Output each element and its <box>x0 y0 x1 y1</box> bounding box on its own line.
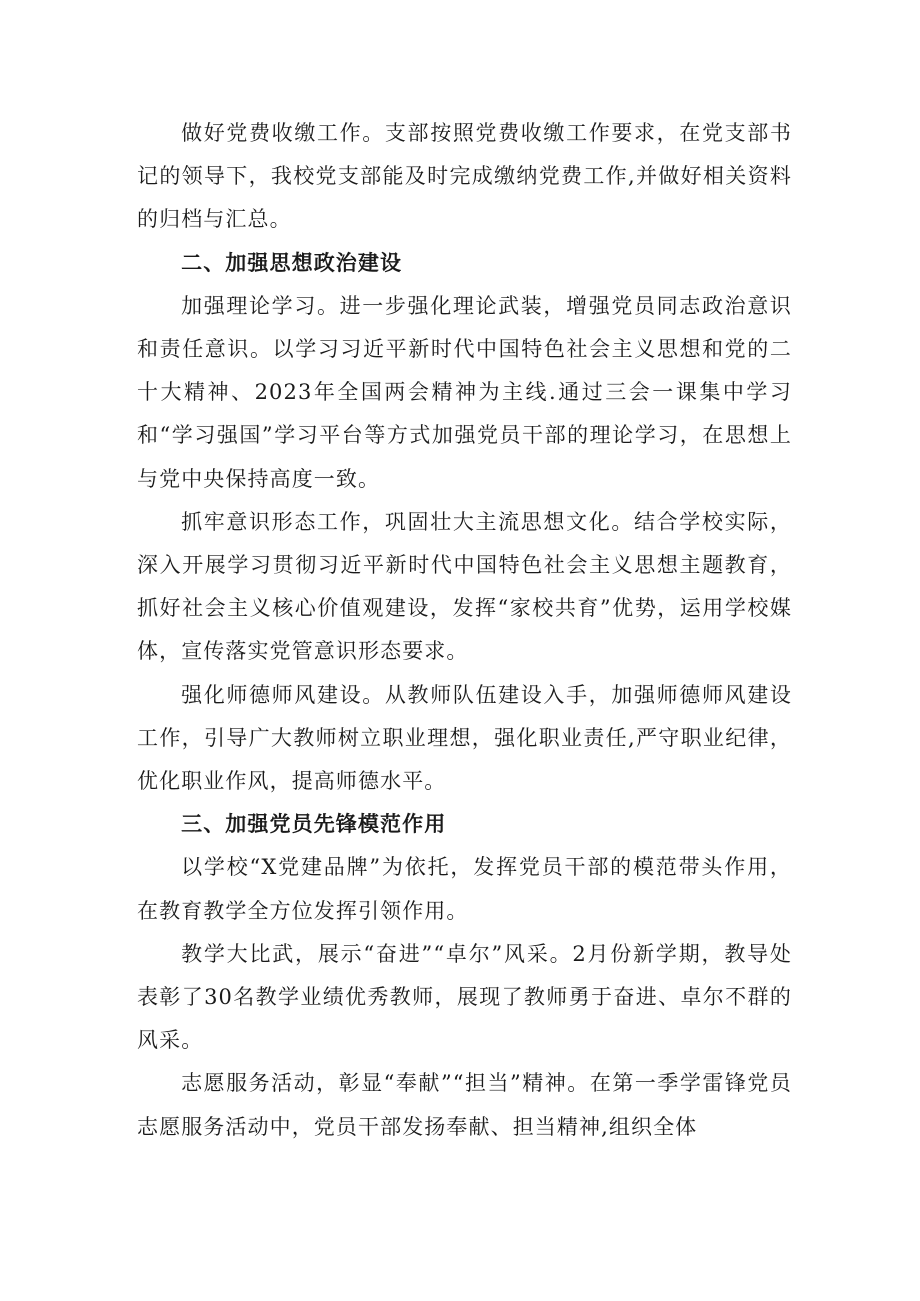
document-page <box>137 112 792 1149</box>
paragraph-volunteer-service: 志愿服务活动，彰显“奉献”“担当”精神。在第一季学雷锋党员志愿服务活动中，党员干部发扬奉献、担当精神,组织全体 <box>137 1071 792 1139</box>
paragraph-teaching-contest: 教学大比武，展示“奋进”“卓尔”风采。2月份新学期，教导处表彰了30名教学业绩优秀教师，展现了教师勇于奋进、卓尔不群的风采。 <box>137 941 792 1053</box>
section-heading-pioneer-role: 三、加强党员先锋模范作用 <box>181 812 447 837</box>
paragraph-theory-study: 加强理论学习。进一步强化理论武装，增强党员同志政治意识和责任意识。以学习习近平新时代中国特色社会主义思想和党的二十大精神、2023年全国两会精神为主线.通过三会一课集中学习和“学习强国”学习平台等方式加强党员干部的理论学习，在思想上与党中央保持高度一致。 <box>137 293 792 491</box>
section-heading-ideological-building: 二、加强思想政治建设 <box>181 250 403 275</box>
paragraph-teacher-ethics: 强化师德师风建设。从教师队伍建设入手，加强师德师风建设工作，引导广大教师树立职业理想，强化职业责任,严守职业纪律，优化职业作风，提高师德水平。 <box>137 682 792 794</box>
paragraph-party-brand: 以学校“X党建品牌”为依托，发挥党员干部的模范带头作用，在教育教学全方位发挥引领作用。 <box>137 855 792 923</box>
paragraph-party-dues: 做好党费收缴工作。支部按照党费收缴工作要求，在党支部书记的领导下，我校党支部能及时完成缴纳党费工作,并做好相关资料的归档与汇总。 <box>137 121 792 232</box>
paragraph-ideology-work: 抓牢意识形态工作，巩固壮大主流思想文化。结合学校实际，深入开展学习贯彻习近平新时代中国特色社会主义思想主题教育，抓好社会主义核心价值观建设，发挥“家校共育”优势，运用学校媒体，宣传落实党管意识形态要求。 <box>137 509 792 664</box>
